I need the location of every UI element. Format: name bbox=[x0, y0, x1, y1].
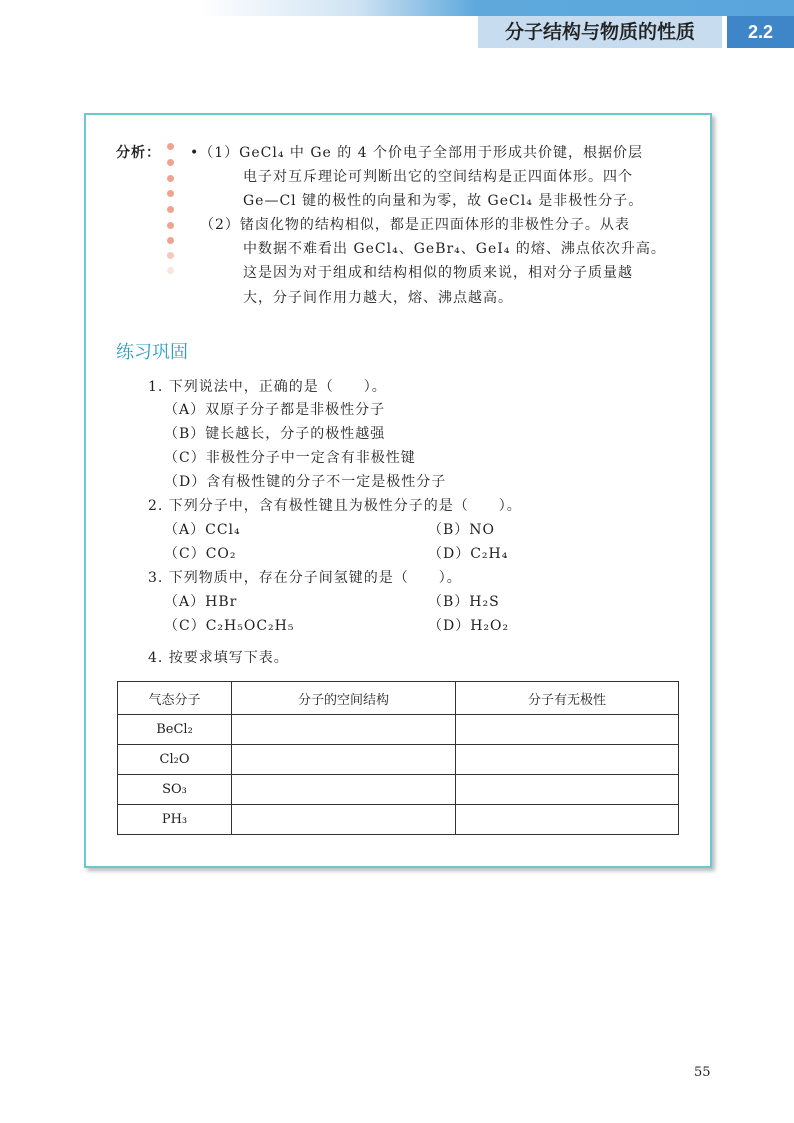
decor-dot bbox=[167, 190, 174, 197]
table-header: 分子的空间结构 bbox=[232, 682, 456, 715]
analysis-line: 中数据不难看出 GeCl₄、GeBr₄、GeI₄ 的熔、沸点依次升高。 bbox=[243, 241, 666, 257]
option: （A）HBr bbox=[164, 594, 238, 610]
analysis-line: Ge—Cl 键的极性的向量和为零，故 GeCl₄ 是非极性分子。 bbox=[243, 193, 644, 209]
chapter-title: 分子结构与物质的性质 bbox=[478, 16, 722, 48]
option: （C）CO₂ bbox=[164, 546, 237, 562]
molecule-cell: PH₃ bbox=[118, 805, 232, 835]
section-number: 2.2 bbox=[727, 16, 794, 48]
blank-cell[interactable] bbox=[232, 775, 456, 805]
header-band bbox=[0, 0, 794, 16]
analysis-line: 这是因为对于组成和结构相似的物质来说，相对分子质量越 bbox=[243, 265, 633, 281]
blank-cell[interactable] bbox=[232, 715, 456, 745]
option: （C）非极性分子中一定含有非极性键 bbox=[164, 450, 416, 466]
question-2: 2. 下列分子中，含有极性键且为极性分子的是（ ）。 bbox=[148, 498, 522, 514]
table-row bbox=[118, 715, 679, 745]
decor-dot bbox=[167, 252, 174, 259]
question-4: 4. 按要求填写下表。 bbox=[148, 650, 289, 666]
question-1: 1. 下列说法中，正确的是（ ）。 bbox=[148, 379, 387, 395]
option: （B）H₂S bbox=[428, 594, 500, 610]
practice-title: 练习巩固 bbox=[116, 342, 188, 363]
option: （D）含有极性键的分子不一定是极性分子 bbox=[164, 474, 447, 490]
analysis-line: 大，分子间作用力越大，熔、沸点越高。 bbox=[243, 290, 513, 306]
option: （D）C₂H₄ bbox=[428, 546, 509, 562]
table-header-row bbox=[118, 682, 679, 715]
option: （D）H₂O₂ bbox=[428, 618, 510, 634]
decor-dot bbox=[167, 159, 174, 166]
table-header: 气态分子 bbox=[118, 682, 232, 715]
decor-dot bbox=[167, 267, 174, 274]
molecule-cell: Cl₂O bbox=[118, 745, 232, 775]
table-header: 分子有无极性 bbox=[456, 682, 679, 715]
blank-cell[interactable] bbox=[456, 715, 679, 745]
table-row bbox=[118, 745, 679, 775]
page-number: 55 bbox=[694, 1065, 711, 1080]
decor-dot bbox=[167, 206, 174, 213]
option: （B）键长越长，分子的极性越强 bbox=[164, 426, 386, 442]
option: （B）NO bbox=[428, 522, 496, 538]
option: （A）双原子分子都是非极性分子 bbox=[164, 402, 386, 418]
analysis-line: （2）锗卤化物的结构相似，都是正四面体形的非极性分子。从表 bbox=[200, 217, 630, 233]
blank-cell[interactable] bbox=[456, 805, 679, 835]
decor-dot bbox=[167, 237, 174, 244]
question-3: 3. 下列物质中，存在分子间氢键的是（ ）。 bbox=[148, 570, 462, 586]
blank-cell[interactable] bbox=[232, 745, 456, 775]
blank-cell[interactable] bbox=[232, 805, 456, 835]
answer-table bbox=[117, 681, 679, 835]
decor-dot bbox=[167, 175, 174, 182]
decor-dot bbox=[167, 222, 174, 229]
analysis-line: 电子对互斥理论可判断出它的空间结构是正四面体形。四个 bbox=[243, 169, 633, 185]
analysis-line: •（1）GeCl₄ 中 Ge 的 4 个价电子全部用于形成共价键，根据价层 bbox=[190, 145, 644, 161]
table-row bbox=[118, 775, 679, 805]
blank-cell[interactable] bbox=[456, 745, 679, 775]
table-row bbox=[118, 805, 679, 835]
molecule-cell: SO₃ bbox=[118, 775, 232, 805]
analysis-label: 分析： bbox=[116, 145, 161, 161]
option: （A）CCl₄ bbox=[164, 522, 241, 538]
blank-cell[interactable] bbox=[456, 775, 679, 805]
molecule-cell: BeCl₂ bbox=[118, 715, 232, 745]
option: （C）C₂H₅OC₂H₅ bbox=[164, 618, 295, 634]
decor-dot bbox=[167, 143, 174, 150]
